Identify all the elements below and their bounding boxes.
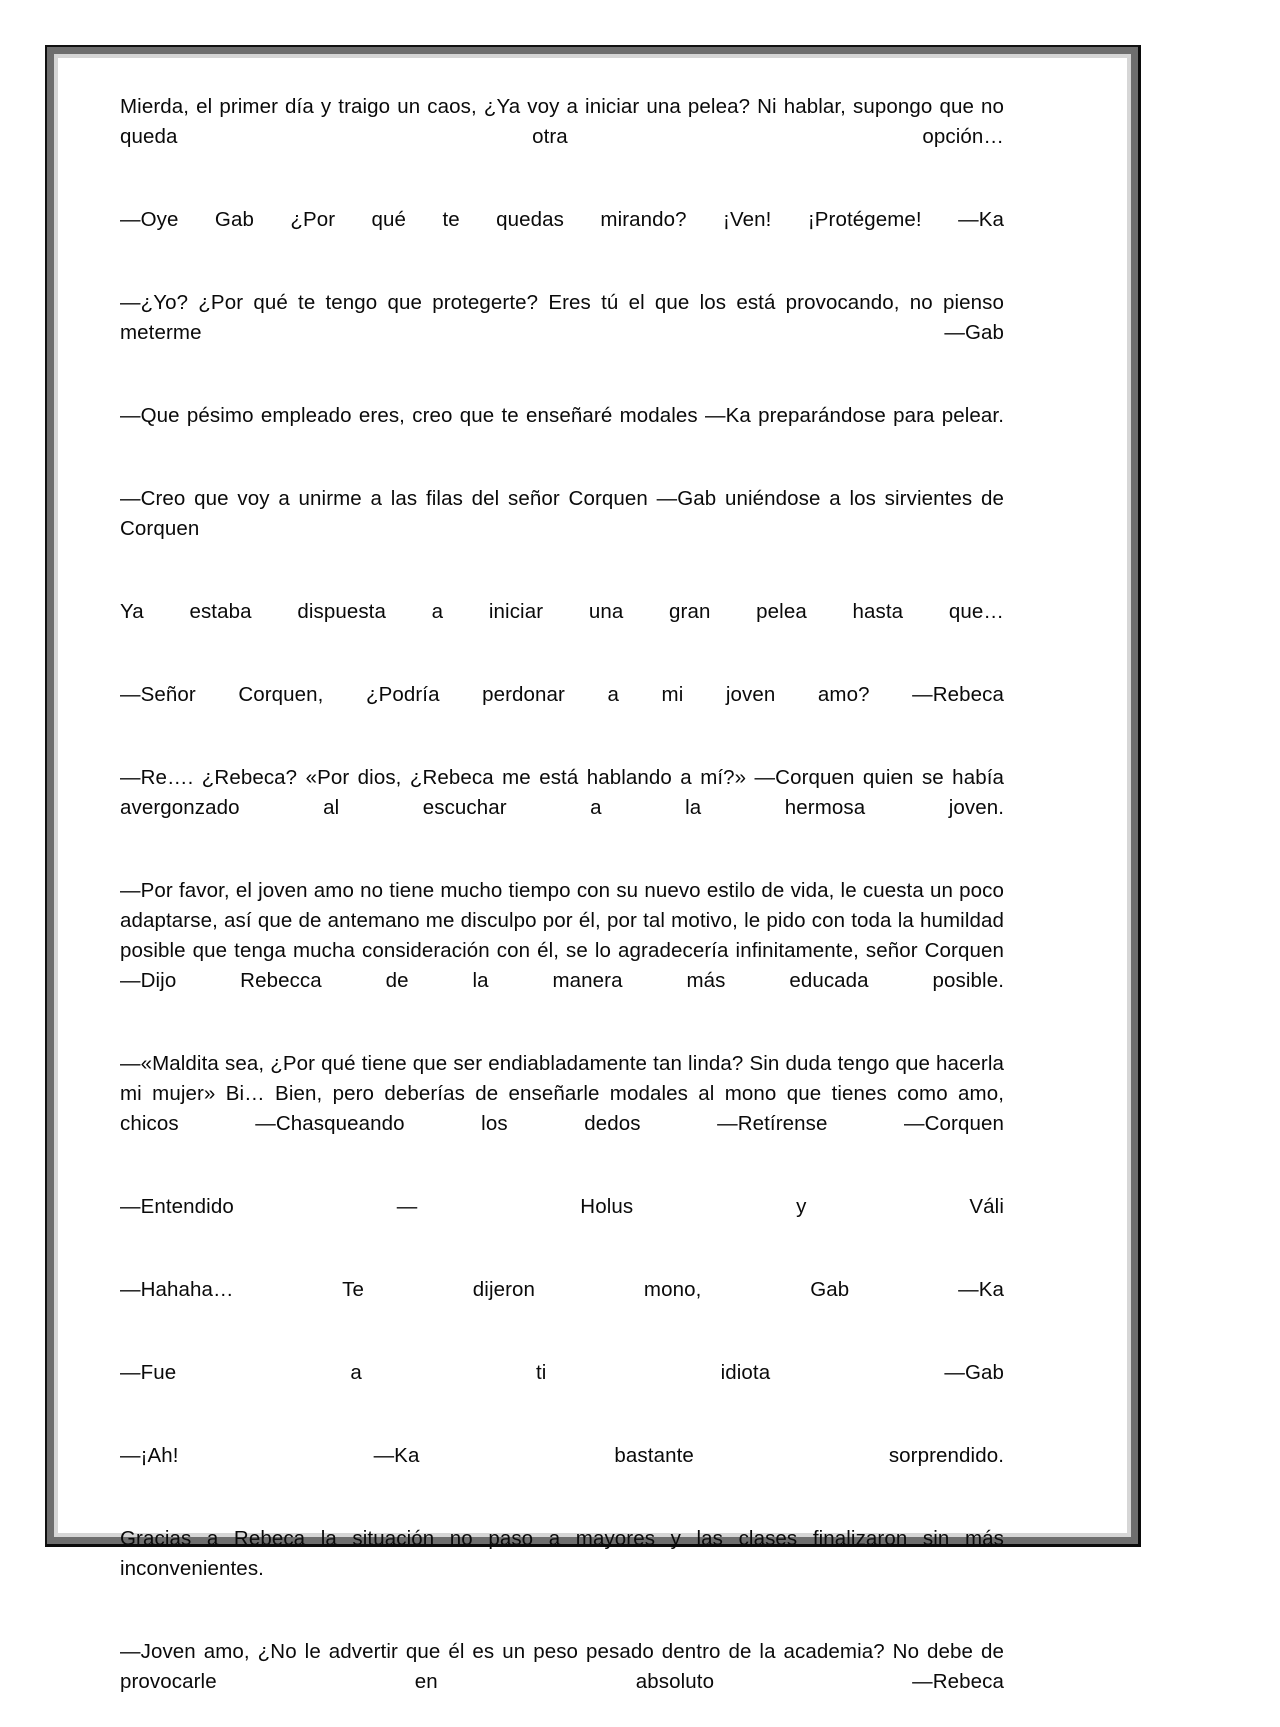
paragraph: —Joven amo, ¿No le advertir que él es un peso pesado dentro de la academia? No debe de provocarle en absoluto —Rebeca: [120, 1640, 1004, 1693]
paragraph: —Señor Corquen, ¿Podría perdonar a mi joven amo? —Rebeca: [120, 683, 1004, 706]
paragraph: —Fue a ti idiota —Gab: [120, 1361, 1004, 1384]
paragraph: —Creo que voy a unirme a las filas del señor Corquen —Gab uniéndose a los sirvientes de Corquen: [120, 487, 1004, 540]
paragraph: —¿Yo? ¿Por qué te tengo que protegerte? Eres tú el que los está provocando, no pienso meterme —Gab: [120, 291, 1004, 344]
paragraph: Gracias a Rebeca la situación no paso a mayores y las clases finalizaron sin más inconvenientes.: [120, 1527, 1004, 1580]
paragraph: Mierda, el primer día y traigo un caos, ¿Ya voy a iniciar una pelea? Ni hablar, supongo que no queda otra opción…: [120, 95, 1004, 148]
paragraph: —Entendido — Holus y Váli: [120, 1195, 1004, 1218]
paragraph: —Re…. ¿Rebeca? «Por dios, ¿Rebeca me está hablando a mí?» —Corquen quien se había avergonzado al escuchar a la hermosa joven.: [120, 766, 1004, 819]
paragraph: —¡Ah! —Ka bastante sorprendido.: [120, 1444, 1004, 1467]
paragraph: —Oye Gab ¿Por qué te quedas mirando? ¡Ven! ¡Protégeme! —Ka: [120, 208, 1004, 231]
paragraph: —Por favor, el joven amo no tiene mucho tiempo con su nuevo estilo de vida, le cuesta un poco adaptarse, así que de antemano me disculpo por él, por tal motivo, le pido con toda la humildad posible que tenga mucha consideración con él, se lo agradecería infinitamente, señor Corquen —Dijo Rebecca de la manera más educada posible.: [120, 879, 1004, 992]
paragraph: —«Maldita sea, ¿Por qué tiene que ser endiabladamente tan linda? Sin duda tengo que hacerla mi mujer» Bi… Bien, pero deberías de enseñarle modales al mono que tienes como amo, chicos —Chasqueando los dedos —Retírense —Corquen: [120, 1052, 1004, 1135]
paragraph: Ya estaba dispuesta a iniciar una gran pelea hasta que…: [120, 600, 1004, 623]
paragraph: —Hahaha… Te dijeron mono, Gab —Ka: [120, 1278, 1004, 1301]
paragraph: —Que pésimo empleado eres, creo que te enseñaré modales —Ka preparándose para pelear.: [120, 404, 1004, 427]
document-text-column: [120, 92, 1004, 1727]
